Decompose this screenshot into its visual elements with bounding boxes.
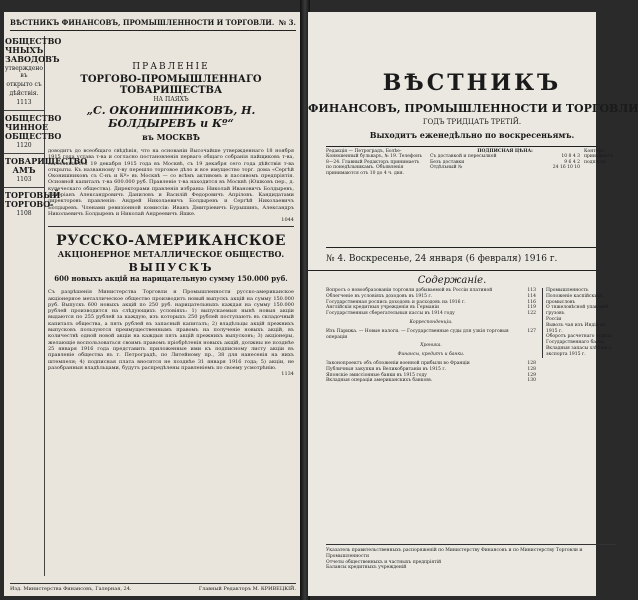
sidebar-ad-text: 1103 bbox=[16, 176, 32, 183]
notice-number: 1044 bbox=[281, 217, 294, 224]
footer-editor: Главный Редакторъ М. КРИВЕЦКІЙ. bbox=[198, 586, 296, 592]
toc-entry bbox=[326, 311, 536, 317]
toc-entry bbox=[326, 329, 536, 341]
toc-entry-text: Государственная роспись доходовъ и расходовъ на 1916 г. bbox=[326, 299, 466, 305]
office-info: Контора принимаетъ подписку bbox=[584, 149, 614, 165]
footer-publisher: Изд. Министерства Финансовъ, Галерная, 24. bbox=[10, 586, 132, 592]
toc-entry-text: Вопросъ о новообразованіи торговли добываемой въ Россіи платиной bbox=[326, 288, 493, 293]
toc-entry-text: Государственныя сберегательныя кассы въ 1914 году bbox=[326, 311, 455, 317]
toc-entry: Вывозъ чая изъ Индіи въ 1915 г. bbox=[546, 322, 606, 334]
masthead-info-box bbox=[326, 146, 614, 248]
sidebar-ad-text: ОБЩЕСТВО bbox=[5, 113, 62, 123]
journal-frequency: Выходитъ еженедѣльно по воскресеньямъ. bbox=[369, 130, 575, 140]
toc-entry-page: 128 bbox=[527, 360, 536, 366]
sidebar-divider bbox=[4, 110, 44, 111]
editorial-info: Редакція — Петроградъ, Болѣе-Конюшенный бульваръ, № 19. Телефонъ 8—24. Главный Редакторъ принимаетъ по понедѣльникамъ. Объявленія принимаются отъ 10 до 4 ч. дня. bbox=[326, 149, 423, 176]
toc-entry: Вкладныя запасы хлѣбнаго экспорта 1915 г. bbox=[546, 345, 612, 357]
toc-section-title: Хроника. bbox=[420, 343, 442, 349]
sidebar-ad-text: ЗАВОДОВЪ bbox=[5, 54, 60, 64]
notice-subline: НА ПАЯХЪ bbox=[153, 96, 189, 103]
toc-entry-page: 129 bbox=[527, 372, 536, 378]
toc-entry-text: Законопроектъ объ обложеніи военной прибыли во Франціи bbox=[326, 360, 470, 366]
sidebar-divider bbox=[4, 153, 44, 154]
subscription-label: Безъ доставки bbox=[430, 159, 465, 165]
issue-line: № 4. Воскресенье, 24 января (6 февраля) 1916 г. bbox=[326, 254, 558, 264]
toc-entry: Отчеты общественныхъ и частныхъ предпріятій bbox=[326, 559, 442, 565]
sidebar-ad-text: ТОРГОВО- bbox=[5, 199, 54, 209]
toc-entry-page: 130 bbox=[527, 378, 536, 384]
toc-entry-text: Публичныя закупки въ Великобританіи въ 1915 г. bbox=[326, 366, 447, 372]
toc-entry-text: Изъ Парижа. — Новые налоги. — Государственные суды для узкія торговыя операціи bbox=[326, 328, 509, 340]
subscription-table bbox=[430, 149, 580, 171]
sidebar-ad-text: дѣйствія. bbox=[9, 90, 39, 97]
toc-entry-page: 128 bbox=[527, 366, 536, 372]
divider bbox=[48, 226, 294, 227]
contents-title: Содержаніе. bbox=[308, 270, 596, 286]
ad-number: 1134 bbox=[281, 371, 294, 378]
toc-entry: Балансы кредитныхъ учрежденій bbox=[326, 565, 407, 571]
toc-entry: Указатель правительственныхъ распоряженій по Министерству Финансовъ и по Министерству Торговли и Промышленности bbox=[326, 548, 583, 559]
sidebar-divider bbox=[4, 187, 44, 188]
ad-issue-title: ВЫПУСКЪ bbox=[128, 261, 214, 275]
sidebar-ad-text: ТОРГОВЫЙ bbox=[5, 190, 61, 200]
sidebar-ad-text: ТОВАРИЩЕСТВО bbox=[5, 156, 88, 166]
toc-entry: Россіи bbox=[546, 316, 562, 322]
toc-entry-page: 114 bbox=[527, 293, 536, 299]
subscription-label: Съ доставкой и пересылкой bbox=[430, 154, 497, 160]
notice-body: доводитъ до всеобщаго свѣдѣнія, что на основаніи Высочайше утвержденнаго 18 ноября 1915 года устава т-ва и согласно постановленія перваго общаго собранія пайщиковъ т-ва, состоявшагося 19 декабря 1915 года въ Москвѣ, съ 19 декабря сего года дѣйствія т-ва открыты. Къ названному т-ву перешло торговое дѣло и все имущество торг. дома «Сергѣй Оконишниковъ съ С-нъ и Кº» въ Москвѣ — со всѣмъ активомъ и пассивомъ предпріятія. Основной капиталъ т-ва 600.000 руб. Правленіе т-ва находится въ Москвѣ (Юшковъ пер., д. купеческаго общества). Директорами правленія избраны: Николай Ивановичъ Болдыревъ, Валеріанъ Александровичъ Даниловъ и Василій Федоровичъ Апріловъ. Кандидатами директоровъ правленія: Андрей Николаевичъ Болдыревъ и Сергѣй Николаевичъ Болдыревъ. Членами ревизіонной комиссіи: Иванъ Дмитріевичъ Бурышинъ, Александръ Николаевичъ Болдыревъ и Николай Андреевичъ Яшке. bbox=[48, 148, 294, 217]
sidebar-ad-text: ОБЩЕСТВО bbox=[5, 131, 62, 141]
ad-company-type: АКЦІОНЕРНОЕ МЕТАЛЛИЧЕСКОЕ ОБЩЕСТВО. bbox=[57, 249, 285, 260]
journal-year: ГОДЪ ТРИДЦАТЬ ТРЕТІЙ. bbox=[422, 118, 522, 126]
sidebar-ad-text: АМЪ bbox=[12, 165, 36, 175]
page-footer bbox=[10, 583, 296, 592]
ad-company-name: РУССКО-АМЕРИКАНСКОЕ bbox=[56, 233, 286, 250]
table-of-contents bbox=[326, 288, 536, 384]
ad-issue-amount: 600 новыхъ акцій на нарицательную сумму 150.000 руб. bbox=[54, 274, 288, 284]
toc-section-title: Финансы, кредитъ и банки. bbox=[397, 352, 465, 358]
toc-entry: О тяжеловѣсной упаковкѣ грузовъ bbox=[546, 305, 609, 317]
toc-entry-text: Японскіе эмиссіонные банки въ 1915 году bbox=[326, 372, 427, 378]
toc-entry: Положеніе каспійскихъ промысловъ bbox=[546, 293, 603, 305]
left-main-column bbox=[48, 36, 294, 576]
left-page bbox=[4, 12, 302, 596]
toc-entry: Государственнаго банка bbox=[546, 340, 605, 346]
sidebar-ad-text: ОБЩЕСТВО bbox=[5, 36, 62, 46]
subscription-values: 10 8 4 3 bbox=[561, 154, 580, 160]
subscription-values: 24 16 10 10 bbox=[552, 165, 580, 171]
toc-entry: Оборотъ расчетнаго отдѣла bbox=[546, 334, 613, 340]
toc-entry bbox=[326, 378, 536, 384]
toc-entry: Промышленность bbox=[546, 288, 589, 293]
toc-entry-page: 113 bbox=[527, 288, 536, 293]
sidebar-ad-text: ЧНЫХЪ bbox=[5, 45, 44, 55]
sidebar-ad-text: утверждено въ bbox=[5, 65, 43, 79]
right-page bbox=[308, 12, 638, 596]
sidebar-ad-text: ЧИННОЕ bbox=[5, 122, 49, 132]
sidebar-ad-text: 1113 bbox=[16, 99, 32, 106]
contents-bottom bbox=[326, 544, 616, 571]
sidebar-ad-text: 1120 bbox=[16, 142, 32, 149]
subscription-title: ПОДПИСНАЯ ЦѢНА: bbox=[477, 149, 533, 154]
journal-subtitle: ФИНАНСОВЪ, ПРОМЫШЛЕННОСТИ И ТОРГОВЛИ bbox=[308, 102, 638, 115]
toc-section-title: Корреспонденціи. bbox=[409, 319, 453, 325]
subscription-values: 9 6 4 2 bbox=[564, 159, 580, 165]
toc-entry-page: 116 bbox=[527, 299, 536, 305]
table-of-contents-right bbox=[542, 288, 616, 358]
toc-entry-page: 127 bbox=[527, 328, 536, 334]
running-header-title: ВѢСТНИКЪ ФИНАНСОВЪ, ПРОМЫШЛЕННОСТИ И ТОРГОВЛИ. bbox=[10, 18, 275, 27]
running-header-issue: № 3. bbox=[278, 18, 296, 27]
toc-entry-text: Англійскія кредитныя учрежденія въ Германіи bbox=[326, 305, 439, 311]
sidebar-ad-text: 1108 bbox=[16, 210, 32, 217]
ad-body: Съ разрѣшенія Министерства Торговли и Промышленности русско-американское акціонерное металлическое общество производитъ новый выпускъ акцій на сумму 150.000 руб. Выпускъ 600 новыхъ акцій по 250 руб. нарицательныхъ каждая на сумму 150.000 рублей производится на слѣдующихъ условіяхъ: 1) выпускаемыя нынѣ новыя акціи выдаются по 255 рублей за каждую, изъ которыхъ 250 рублей поступаютъ въ складочный капиталъ общества, а пять рублей въ запасный капиталъ; 2) владѣльцы акцій прежнихъ выпусковъ пользуются преимущественнымъ правомъ на полученіе новыхъ акцій, въ количествѣ одной новой акціи на каждыя пять акцій прежнихъ выпусковъ; 3) акціонеры, желающіе воспользоваться своимъ правомъ пріобрѣтенія новыхъ акцій, должны не позднѣе 25 января 1916 года представить приложенные ими къ подписному листу акціи въ правленіе общества въ г. Петроградѣ, по Литейному пр., 38 для нанесенія на нихъ штемпеля; 4) подписная плата вносится не позднѣе 31 января 1916 года; 5) акціи, не разобранныя владѣльцами, будутъ распредѣлены правленіемъ по своему усмотрѣнію. bbox=[48, 289, 294, 371]
toc-entry-page: 122 bbox=[527, 311, 536, 317]
subscription-row bbox=[430, 165, 580, 170]
notice-company-type: ТОРГОВО-ПРОМЫШЛЕННАГО ТОВАРИЩЕСТВА bbox=[80, 74, 262, 96]
notice-heading: ПРАВЛЕНІЕ bbox=[132, 62, 210, 72]
journal-title: ВѢСТНИКЪ bbox=[382, 70, 562, 96]
running-header bbox=[10, 18, 296, 31]
toc-entry-text: Облегченіе въ условіяхъ доходовъ въ 1915 г. bbox=[326, 293, 433, 299]
toc-entry-page: 119 bbox=[527, 305, 536, 311]
subscription-label: Отдѣльный № bbox=[430, 165, 463, 171]
sidebar-ad-text: открыто съ bbox=[6, 81, 42, 88]
notice-company-name: „С. ОКОНИШНИКОВЪ, Н. БОЛДЫРЕВЪ и Кº“ bbox=[86, 104, 256, 130]
left-ad-column bbox=[4, 36, 88, 576]
notice-city: въ МОСКВѢ bbox=[142, 132, 200, 142]
toc-entry-text: Вкладныя операціи американскихъ банковъ bbox=[326, 378, 432, 384]
